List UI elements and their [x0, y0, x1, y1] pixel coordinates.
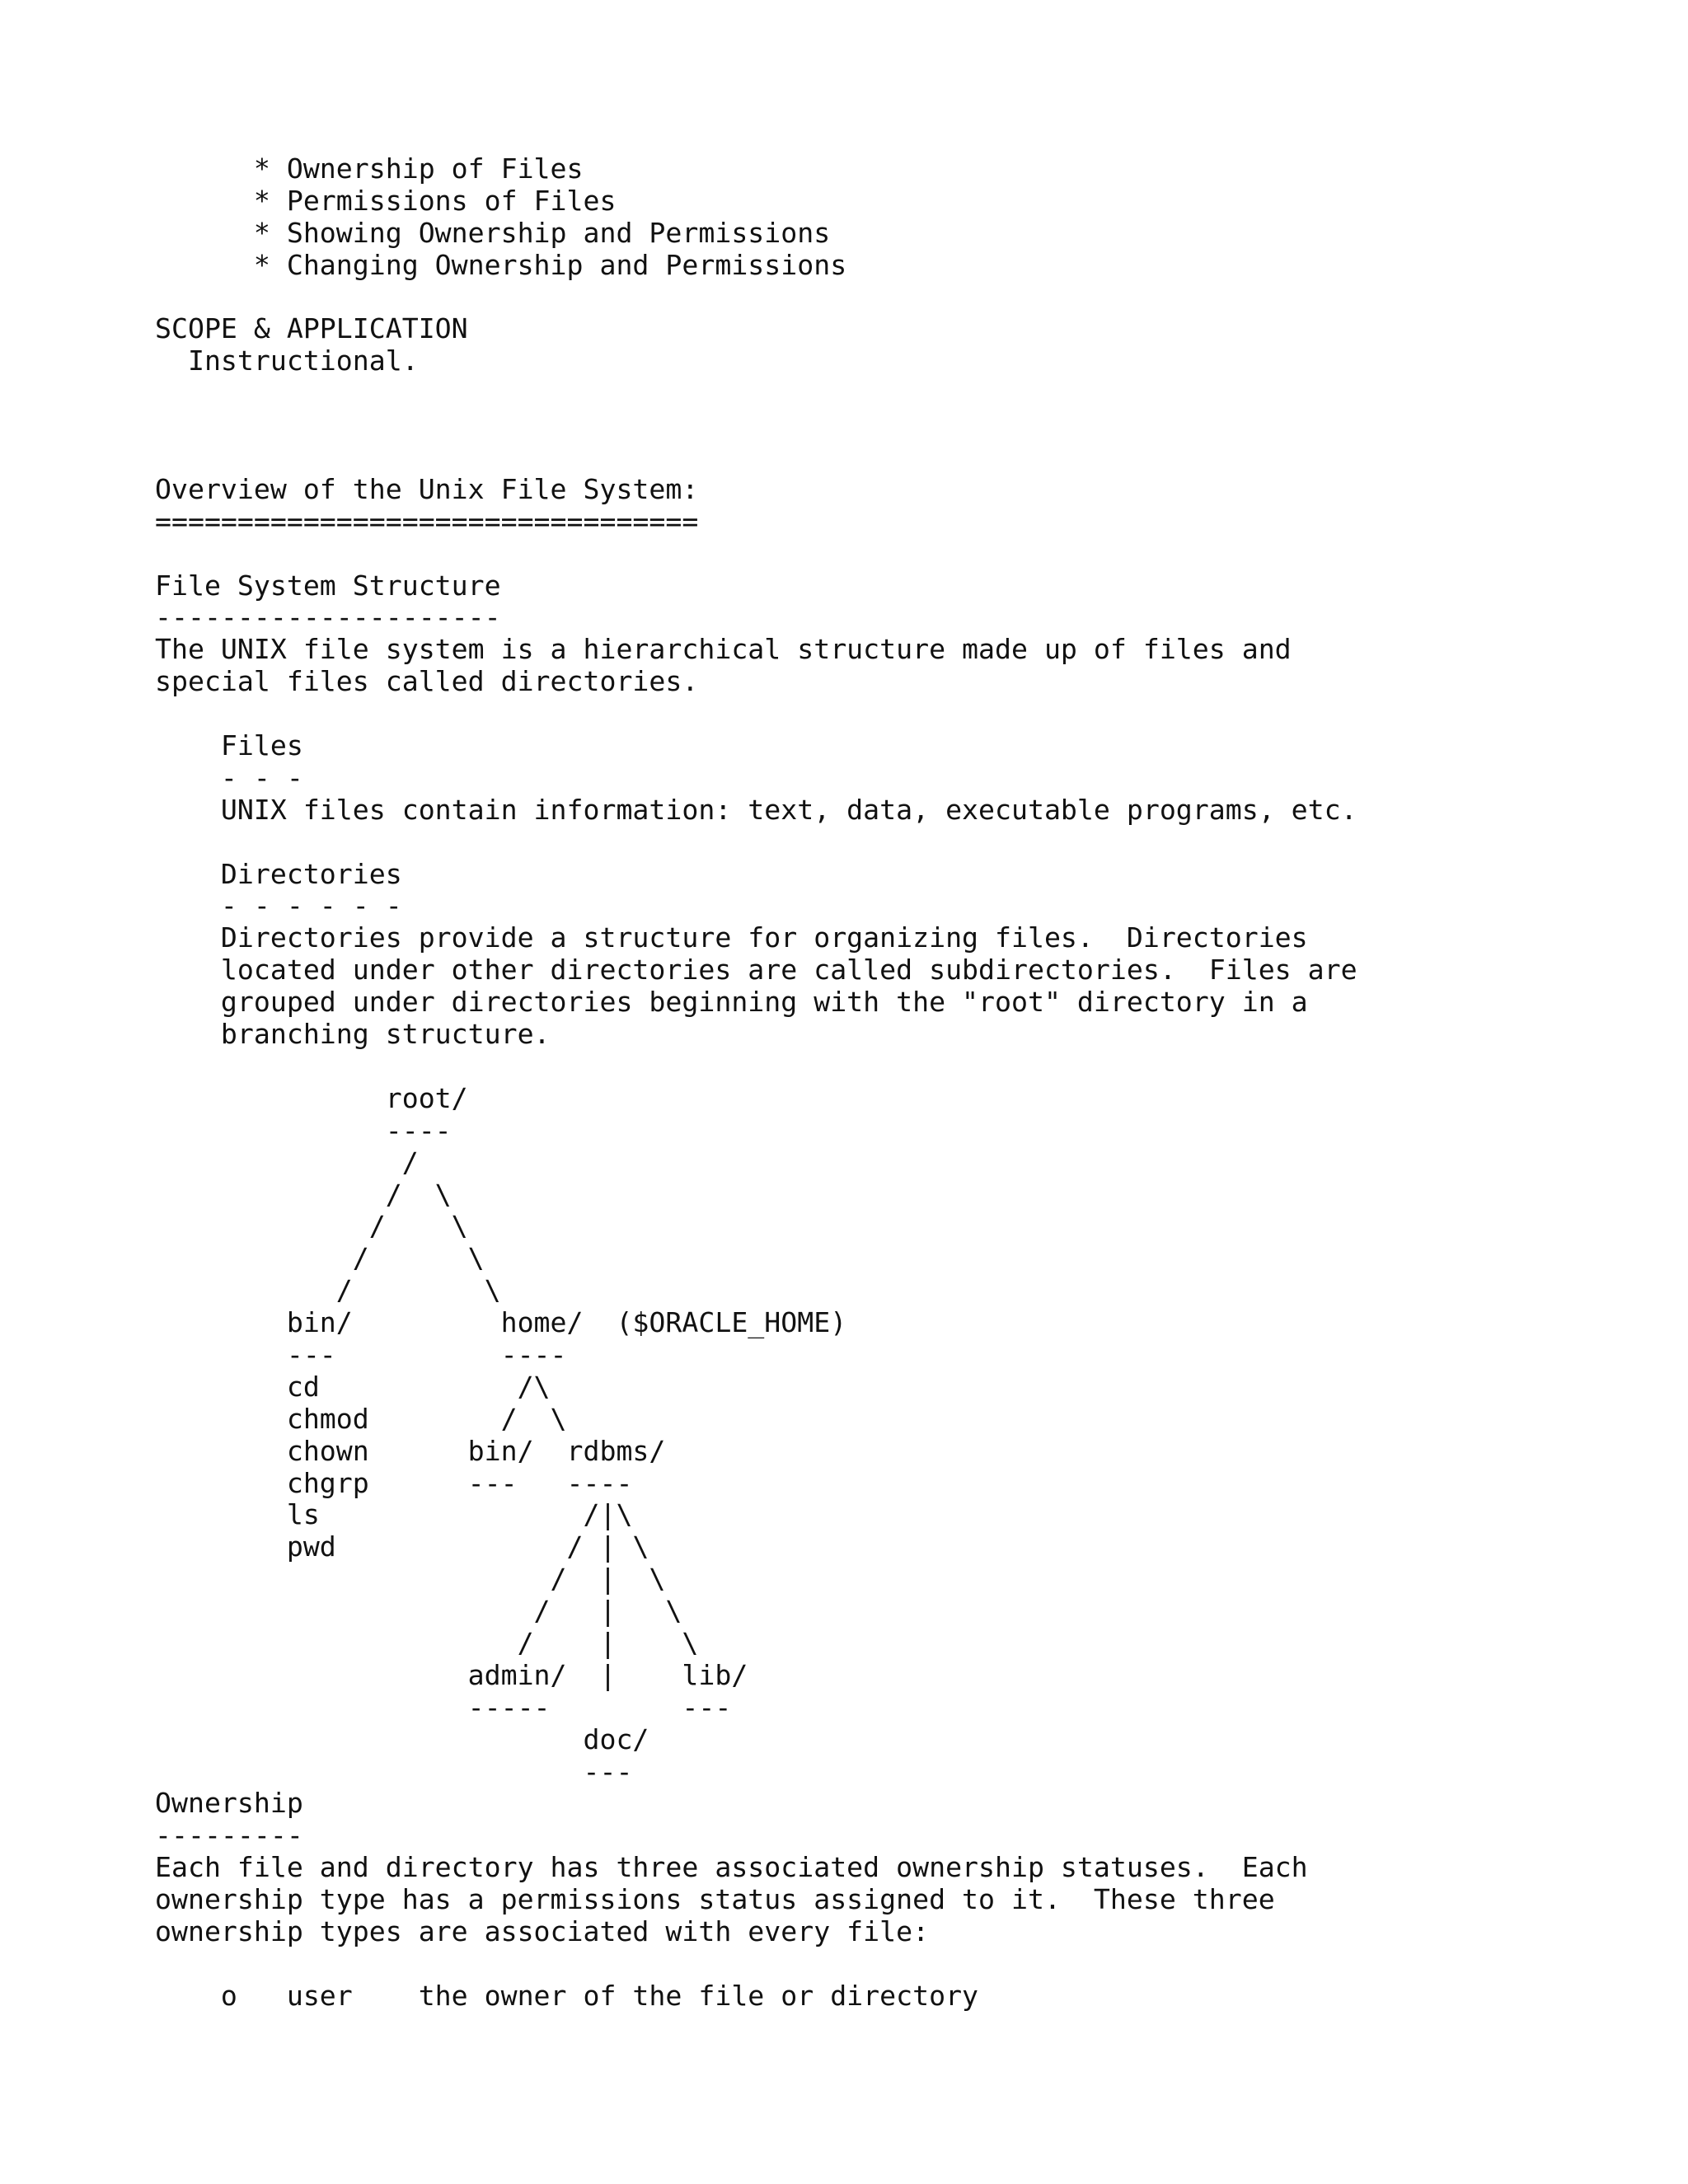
heading-underline: =================================	[155, 504, 699, 537]
list-item-user: o user the owner of the file or directory	[155, 1979, 979, 2012]
bullet-changing-ownership: * Changing Ownership and Permissions	[155, 248, 847, 281]
paragraph-line: Directories provide a structure for organizing files. Directories	[155, 921, 1308, 954]
tree-line: cd /\	[155, 1370, 551, 1403]
tree-line: / | \	[155, 1626, 699, 1659]
subheading-underline: ---------------------	[155, 601, 501, 634]
section-heading-scope: SCOPE & APPLICATION	[155, 312, 468, 345]
blank-line	[155, 282, 1639, 314]
tree-line: / \	[155, 1210, 468, 1243]
paragraph-line: ownership types are associated with every file:	[155, 1915, 930, 1947]
subheading-directories: Directories	[155, 857, 402, 890]
subheading-files: Files	[155, 729, 303, 762]
tree-line: /	[155, 1146, 419, 1179]
scope-text: Instructional.	[155, 344, 419, 377]
tree-line: ls /|\	[155, 1498, 633, 1531]
subheading-underline: - - - - - -	[155, 889, 402, 922]
document-page	[155, 153, 1639, 2013]
bullet-ownership-of-files: * Ownership of Files	[155, 152, 584, 185]
subheading-ownership: Ownership	[155, 1787, 303, 1820]
paragraph-line: located under other directories are called subdirectories. Files are	[155, 954, 1357, 987]
tree-line: --- ----	[155, 1338, 567, 1371]
blank-line	[155, 827, 1639, 859]
blank-line	[155, 442, 1639, 474]
tree-root-label: root/	[155, 1081, 468, 1114]
blank-line	[155, 1948, 1639, 1980]
paragraph-line: special files called directories.	[155, 665, 699, 698]
tree-line: admin/ | lib/	[155, 1658, 748, 1691]
paragraph-line: The UNIX file system is a hierarchical structure made up of files and	[155, 633, 1292, 666]
blank-line	[155, 377, 1639, 410]
paragraph-line: ownership type has a permissions status assigned to it. These three	[155, 1883, 1275, 1916]
tree-line: / \	[155, 1274, 501, 1307]
subheading-file-system-structure: File System Structure	[155, 569, 501, 602]
bullet-showing-ownership: * Showing Ownership and Permissions	[155, 216, 831, 249]
subheading-underline: - - -	[155, 761, 303, 794]
tree-line: doc/	[155, 1722, 649, 1755]
tree-bin-home-labels: bin/ home/ ($ORACLE_HOME)	[155, 1306, 847, 1339]
paragraph-line: Each file and directory has three associated ownership statuses. Each	[155, 1851, 1308, 1884]
blank-line	[155, 698, 1639, 730]
paragraph-line: grouped under directories beginning with the "root" directory in a	[155, 986, 1308, 1019]
section-heading-overview: Overview of the Unix File System:	[155, 472, 699, 505]
blank-line	[155, 538, 1639, 570]
tree-line: / | \	[155, 1563, 666, 1596]
tree-line: / \	[155, 1242, 485, 1275]
tree-line: ---	[155, 1755, 633, 1788]
blank-line	[155, 1051, 1639, 1083]
tree-line: ----- ---	[155, 1690, 732, 1723]
tree-line: pwd / | \	[155, 1530, 649, 1563]
tree-line: / | \	[155, 1595, 682, 1628]
bullet-permissions-of-files: * Permissions of Files	[155, 184, 617, 217]
tree-line: chgrp --- ----	[155, 1466, 633, 1499]
tree-line: ----	[155, 1113, 452, 1146]
tree-line: chown bin/ rdbms/	[155, 1434, 666, 1467]
tree-line: chmod / \	[155, 1402, 567, 1435]
subheading-underline: ---------	[155, 1819, 303, 1852]
tree-line: / \	[155, 1178, 452, 1211]
paragraph-line: UNIX files contain information: text, data, executable programs, etc.	[155, 793, 1357, 826]
blank-line	[155, 410, 1639, 442]
paragraph-line: branching structure.	[155, 1018, 551, 1051]
